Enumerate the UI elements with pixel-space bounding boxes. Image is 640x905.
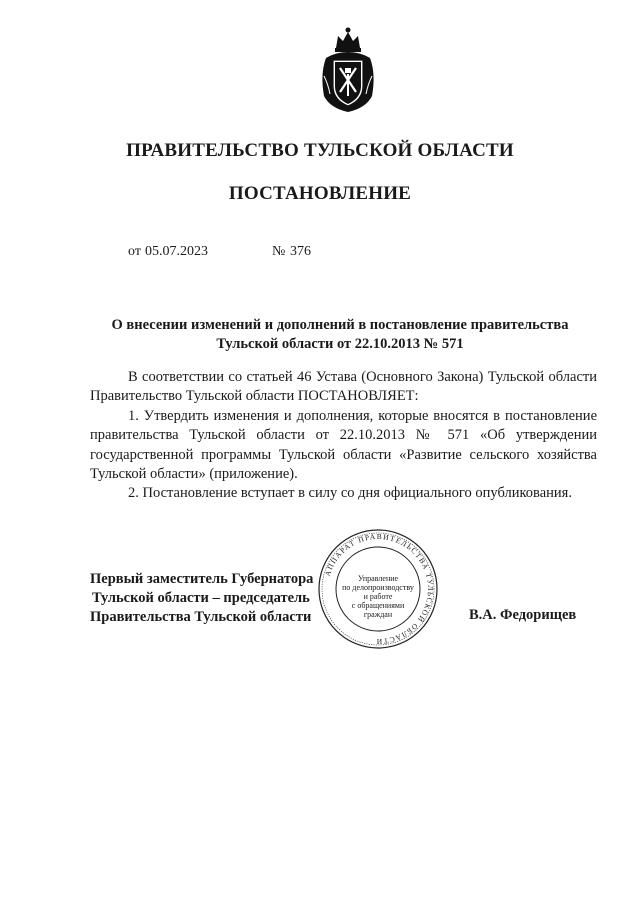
stamp-line-2: по делопроизводству [342,583,414,592]
government-title: ПРАВИТЕЛЬСТВО ТУЛЬСКОЙ ОБЛАСТИ [126,140,514,161]
stamp-line-3: и работе [363,592,393,601]
date-label: от [128,244,141,259]
body-paragraph-preamble: В соответствии со статьей 46 Устава (Основного Закона) Тульской области Правительство Тульской области ПОСТАНОВЛЯЕТ: [90,369,597,405]
body-paragraph-2: 2. Постановление вступает в силу со дня официального опубликования. [128,485,572,502]
stamp-ring-text: АППАРАТ ПРАВИТЕЛЬСТВА ТУЛЬСКОЙ ОБЛАСТИ [322,531,436,647]
stamp-line-1: Управление [357,574,399,583]
signatory-position-line-2: Тульской области – председатель [92,590,310,606]
body-paragraph-1: 1. Утвердить изменения и дополнения, которые вносятся в постановление правительства Тульской области от 22.10.2013 № 571 «Об утверждении государственной программы Тульской области «Развитие сельского хозяйства Тульской области» (приложение). [90,407,597,483]
stamp-line-5: граждан [363,610,393,619]
signatory-name: В.А. Федорищев [469,607,577,623]
signatory-position-line-3: Правительства Тульской области [90,609,312,625]
number-label: № [272,244,286,259]
subject-line-2: Тульской области от 22.10.2013 № 571 [216,336,464,352]
document-number: 376 [290,244,311,259]
signatory-position-line-1: Первый заместитель Губернатора [90,571,314,587]
document-type-title: ПОСТАНОВЛЕНИЕ [228,183,412,204]
coat-of-arms-icon [316,24,380,116]
subject-line-1: О внесении изменений и дополнений в постановление правительства [111,317,569,333]
stamp-line-4: с обращениями [351,601,405,610]
document-subject [90,316,590,354]
document-body [90,368,597,504]
document-date: 05.07.2023 [145,244,208,259]
stamp-inner-text [340,574,416,619]
signatory-position [90,570,340,627]
